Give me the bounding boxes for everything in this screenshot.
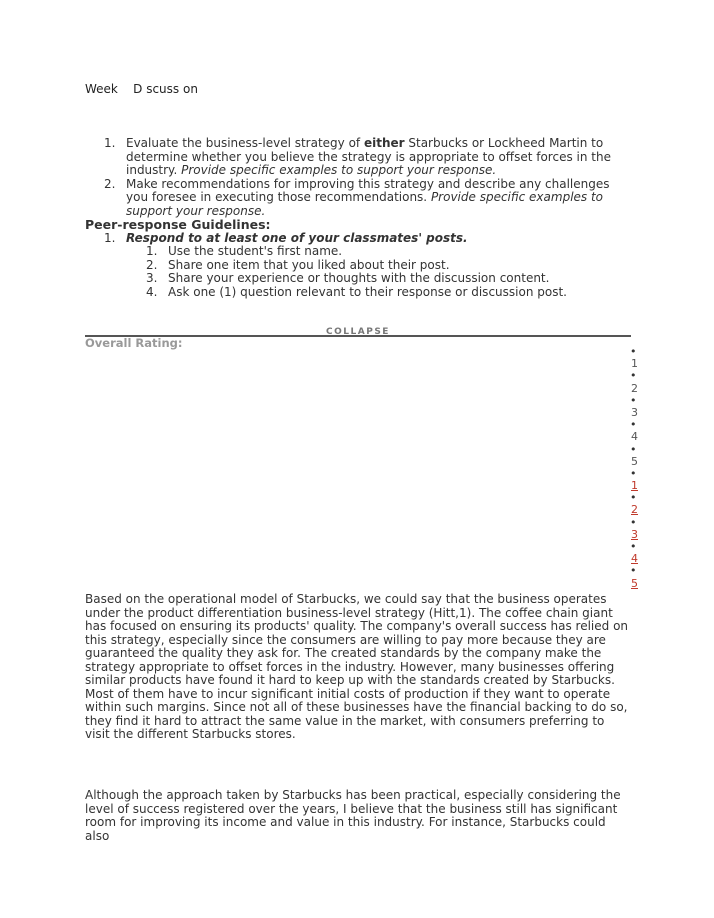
title-word-discussion: D scuss on [133,82,198,96]
response-paragraph: Although the approach taken by Starbucks has been practical, especially considering the level of success registered over the years, I believe that the business still has significant room for improving its income and value in this industry. For instance, Starbucks could also [85,788,621,843]
rating-link[interactable]: 1 [631,479,638,493]
rating-option[interactable]: 1 [631,357,638,371]
bullet-icon: • [630,418,637,432]
collapse-button[interactable]: COLLAPSE [326,327,390,337]
rating-link[interactable]: 2 [631,503,638,517]
peer-guidelines-heading: Peer-response Guidelines: [85,217,271,232]
rating-option[interactable]: 5 [631,454,638,468]
title-word-week: Week [85,82,118,96]
rating-link[interactable]: 5 [631,576,638,590]
list-item: 2. Share one item that you liked about their post. [146,257,450,272]
question-list [100,137,630,218]
rating-option[interactable]: 2 [631,381,638,395]
list-item: 4. Ask one (1) question relevant to their response or discussion post. [146,284,567,299]
bullet-icon: • [630,442,637,456]
list-item: 2. Make recommendations for improving this strategy and describe any challenges you foresee in executing those recommendations. Provide speciﬁc examples to support your response. [104,176,610,218]
list-item: 1. Respond to at least one of your classmates' posts. [104,231,468,245]
bullet-icon: • [630,515,637,529]
bullet-icon: • [630,345,637,358]
bullet-icon: • [630,369,637,383]
response-paragraph: Based on the operational model of Starbucks, we could say that the business operates under the product differentiation business-level strategy (Hitt,1). The coffee chain giant has focused on ensuring its products' quality. The company's overall success has relied on this strategy, especially since the consumers are willing to pay more because they are guaranteed the quality they ask for. The created standards by the company make the strategy appropriate to offset forces in the industry. However, many businesses offering similar products have found it hard to keep up with the standards created by Starbucks. Most of them have to incur significant initial costs of production if they want to operate within such margins. Since not all of these businesses have the financial backing to do so, they find it hard to attract the same value in the market, with consumers preferring to visit the different Starbucks stores. [85,592,629,741]
bullet-icon: • [630,393,637,407]
bullet-icon: • [630,466,637,480]
rating-option[interactable]: 3 [631,405,638,419]
list-item: 1. Evaluate the business-level strategy of either Starbucks or Lockheed Martin to determine whether you believe the strategy is appropriate to offset forces in the industry. Provide speciﬁc examples to support your response. [104,136,611,177]
rating-list [626,346,646,590]
overall-rating-label: Overall Rating: [85,336,183,350]
bullet-icon: • [630,564,637,578]
rating-option[interactable]: 4 [631,430,638,444]
page-title [85,83,198,97]
rating-link[interactable]: 3 [631,527,638,541]
bullet-icon: • [630,540,637,553]
rating-link[interactable]: 4 [631,552,638,566]
list-item: 1. Use the student's first name. [146,244,343,258]
peer-guidelines-sublist [142,245,622,299]
list-item: 3. Share your experience or thoughts with the discussion content. [146,271,550,285]
bullet-icon: • [630,491,637,505]
